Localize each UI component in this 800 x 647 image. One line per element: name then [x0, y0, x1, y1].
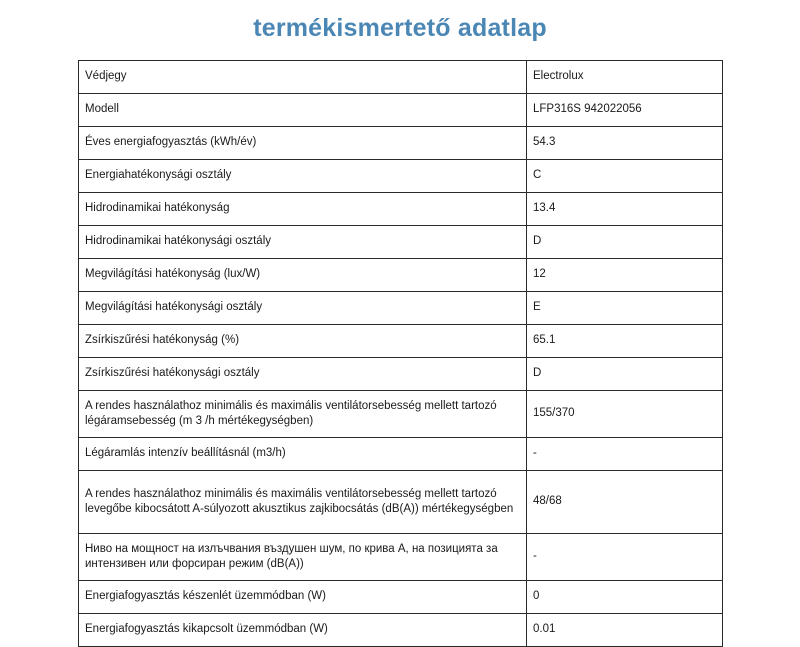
table-row: [79, 292, 723, 325]
spec-label-cell: A rendes használathoz minimális és maximális ventilátorsebesség mellett tartozó levegőbe kibocsátott A-súlyozott akusztikus zajkibocsátás (dB(A)) mértékegységben: [79, 471, 527, 534]
spec-label-cell: Ниво на мощност на излъчвания въздушен шум, по крива А, на позицията за интензивен или форсиран режим (dB(A)): [79, 534, 527, 581]
table-row: [79, 259, 723, 292]
spec-label-cell: Energiafogyasztás készenlét üzemmódban (W): [79, 581, 527, 614]
spec-value-cell: Electrolux: [527, 61, 723, 94]
spec-label-cell: Légáramlás intenzív beállításnál (m3/h): [79, 438, 527, 471]
spec-label-cell: Hidrodinamikai hatékonyság: [79, 193, 527, 226]
spec-value-cell: D: [527, 358, 723, 391]
table-row: [79, 471, 723, 534]
spec-value-cell: 65.1: [527, 325, 723, 358]
spec-label-cell: Energiahatékonysági osztály: [79, 160, 527, 193]
table-row: [79, 94, 723, 127]
spec-label-cell: Zsírkiszűrési hatékonysági osztály: [79, 358, 527, 391]
spec-value-cell: LFP316S 942022056: [527, 94, 723, 127]
spec-value-cell: 0: [527, 581, 723, 614]
spec-label-cell: Megvilágítási hatékonyság (lux/W): [79, 259, 527, 292]
table-row: [79, 391, 723, 438]
spec-label-cell: Éves energiafogyasztás (kWh/év): [79, 127, 527, 160]
table-row: [79, 581, 723, 614]
table-row: [79, 534, 723, 581]
table-row: [79, 325, 723, 358]
table-row: [79, 226, 723, 259]
spec-label-cell: Védjegy: [79, 61, 527, 94]
page-title: termékismertető adatlap: [253, 14, 547, 42]
spec-label-cell: A rendes használathoz minimális és maximális ventilátorsebesség mellett tartozó légáramsebesség (m 3 /h mértékegységben): [79, 391, 527, 438]
table-row: [79, 358, 723, 391]
spec-value-cell: C: [527, 160, 723, 193]
table-row: [79, 61, 723, 94]
table-row: [79, 614, 723, 647]
spec-label-cell: Modell: [79, 94, 527, 127]
table-row: [79, 438, 723, 471]
spec-value-cell: 54.3: [527, 127, 723, 160]
table-row: [79, 127, 723, 160]
table-row: [79, 160, 723, 193]
spec-value-cell: -: [527, 534, 723, 581]
spec-label-cell: Energiafogyasztás kikapcsolt üzemmódban (W): [79, 614, 527, 647]
spec-value-cell: D: [527, 226, 723, 259]
spec-label-cell: Zsírkiszűrési hatékonyság (%): [79, 325, 527, 358]
spec-value-cell: 13.4: [527, 193, 723, 226]
product-specification-table: [78, 60, 723, 647]
spec-value-cell: 48/68: [527, 471, 723, 534]
spec-value-cell: 155/370: [527, 391, 723, 438]
spec-value-cell: -: [527, 438, 723, 471]
spec-value-cell: E: [527, 292, 723, 325]
spec-label-cell: Megvilágítási hatékonysági osztály: [79, 292, 527, 325]
spec-value-cell: 0.01: [527, 614, 723, 647]
table-body: [79, 61, 723, 647]
table-row: [79, 193, 723, 226]
spec-label-cell: Hidrodinamikai hatékonysági osztály: [79, 226, 527, 259]
spec-value-cell: 12: [527, 259, 723, 292]
